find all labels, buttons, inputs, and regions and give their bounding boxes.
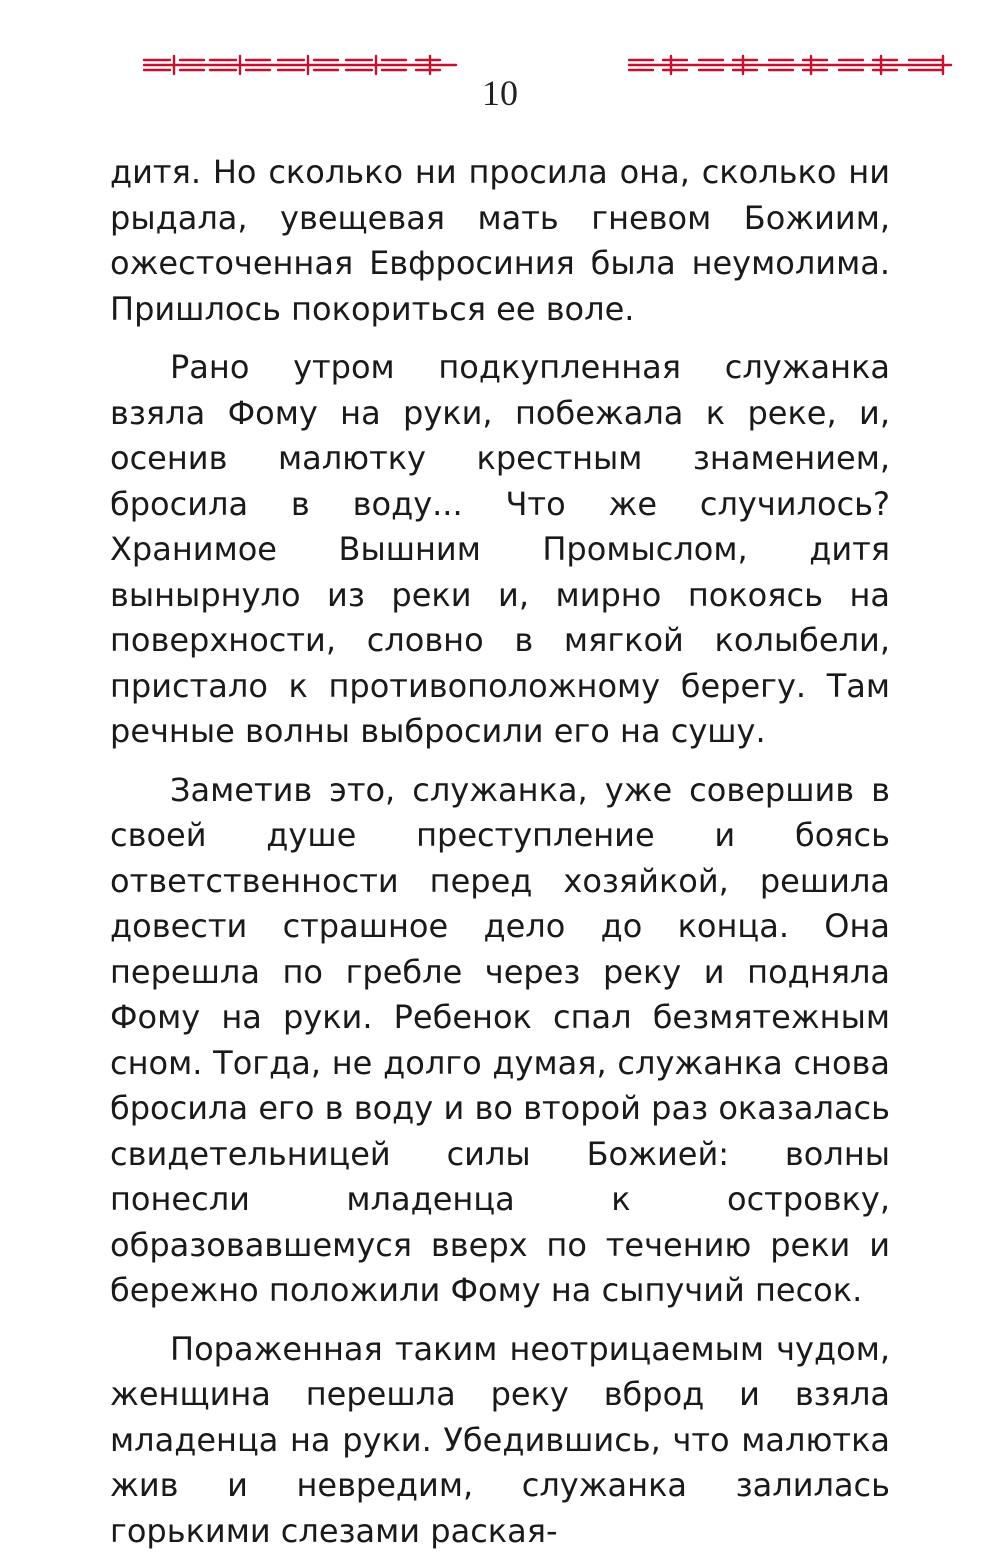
header-ornament-right <box>625 52 955 78</box>
page-number: 10 <box>482 73 518 113</box>
paragraph-4: Пораженная таким неотрицаемым чудом, женщина перешла реку вброд и взяла младенца на руки. Убедившись, что малютка жив и невредим, служанка залилась горькими слезами раская- <box>110 1329 890 1550</box>
ornament-right-icon <box>625 52 955 78</box>
paragraph-3: Заметив это, служанка, уже совершив в своей душе преступление и боясь ответственности перед хозяйкой, решила довести страшное дело до конца. Она перешла по гребле через реку и подняла Фому на руки. Ребенок спал безмятежным сном. Тогда, не долго думая, служанка снова бросила его в воду и во второй раз оказалась свидетельницей силы Божией: волны понесли младенца к островку, образовавшемуся вверх по течению реки и бережно положили Фому на сыпучий песок. <box>110 770 890 1309</box>
paragraph-2: Рано утром подкупленная служанка взяла Фому на руки, побежала к реке, и, осенив малютку крестным знамением, бросила в воду... Что же случилось? Хранимое Вышним Промыслом, дитя вынырнуло из реки и, мирно покоясь на поверхности, словно в мягкой колыбели, пристало к противоположному берегу. Там речные волны выбросили его на сушу. <box>110 348 890 750</box>
paragraph-1: дитя. Но сколько ни просила она, сколько ни рыдала, увещевая мать гневом Божиим, ожесточенная Евфросиния была неумолима. Пришлось покориться ее воле. <box>110 153 890 328</box>
body-text <box>110 150 890 1567</box>
